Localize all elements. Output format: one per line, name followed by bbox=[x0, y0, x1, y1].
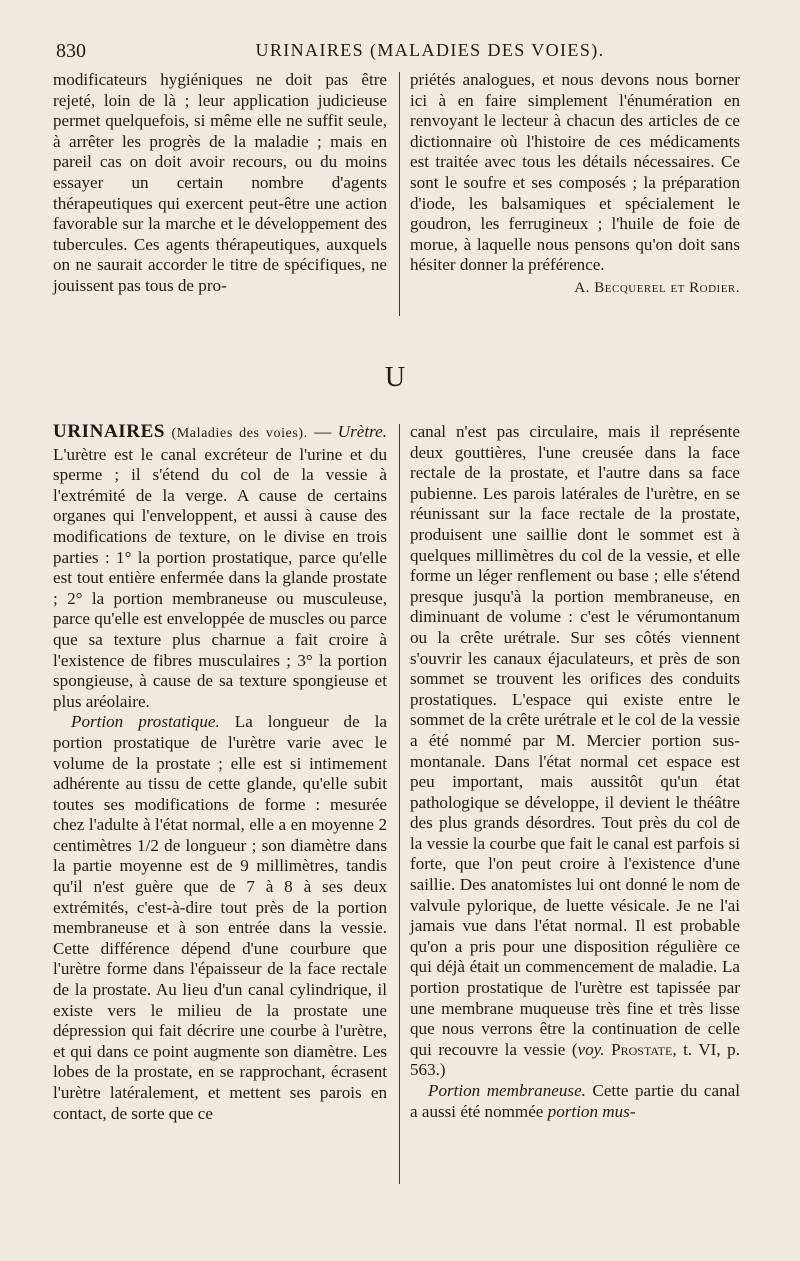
paragraph-text: canal n'est pas circulaire, mais il représente deux gouttières, l'une creusée dans la face rectale de la prostate, et l'autre dans sa face pubienne. Les parois latérales de l'urètre, en se réunissant sur la face rectale de la prostate, produisent une saillie dont le sommet est à quelques millimètres du col de la vessie, et elle forme un léger renflement ou base ; elle s'étend presque jusqu'à la portion membraneuse, en diminuant de volume : c'est le vérumontanum ou la crête urétrale. Sur ses côtés viennent s'ouvrir les canaux éjaculateurs, et près de son sommet se trouvent les orifices des conduits prostatiques. L'espace qui existe entre le sommet de la crête urétrale et le col de la vessie a été nommé par M. Mercier portion sus-montanale. Dans l'état normal cet espace est peu important, mais aussitôt qu'un état pathologique se développe, il devient le théâtre des plus grands désordres. Tout près du col de la vessie la courbe que fait le canal est parfois si forte, que l'on peut croire à l'existence d'une saillie. Des anatomistes lui ont donné le nom de valvule pylorique, de luette vésicale. Je ne l'ai jamais vue dans l'état normal. Il est probable qu'on a pris pour une disposition régulière ce qui déjà était un commencement de maladie. La portion prostatique de l'urètre est tapissée par une membrane muqueuse très fine et très lisse que nous verrons être la continuation de celle qui recouvre la vessie bbox=[410, 422, 740, 1059]
top-left-column bbox=[53, 70, 387, 297]
subhead-uretre: Urètre. bbox=[337, 422, 388, 441]
paragraph-continuation bbox=[410, 422, 740, 1081]
subhead-membraneuse: Portion membraneuse. bbox=[428, 1081, 586, 1100]
entry-dash: — bbox=[314, 422, 332, 441]
entry-headword: URINAIRES bbox=[53, 421, 166, 442]
column-rule-bottom bbox=[399, 424, 400, 1184]
paragraph-portion-membraneuse bbox=[410, 1081, 740, 1122]
author-signature: A. Becquerel et Rodier. bbox=[574, 279, 740, 296]
entry-qualifier: (Maladies des voies). bbox=[171, 426, 308, 441]
paragraph-text: La longueur de la portion prostatique de l'urètre varie avec le volume de la prostate ; elle est si intimement adhérente au tissu de cette glande, qu'elle subit toutes ses modifications de forme : mesurée chez l'adulte à l'état normal, elle a en moyenne 2 centimètres 1/2 de longueur ; son diamètre dans la partie moyenne est de 9 millimètres, tandis qu'il n'est guère que de 7 à 8 à ses deux extrémités, c'est-à-dire tout près de la portion membraneuse et à son entrée dans la vessie. Cette différence dépend d'une courbure que l'urètre forme dans l'épaisseur de la face rectale de la prostate. Au lieu d'un canal cylindrique, il existe vers le milieu de la prostate une dépression qui fait décrire une courbe à l'urètre, et qui dans ce point augmente son diamètre. Les lobes de la prostate, en se rapprochant, écrasent l'urètre latéralement, et mettent ses parois en contact, de sorte que ce bbox=[53, 712, 387, 1123]
continued-paragraph-end: priétés analogues, et nous devons nous borner ici à en faire simplement l'énumération en renvoyant le lecteur à chacun des articles de ce dictionnaire où l'histoire de ces médicaments est traitée avec tous les détails nécessaires. Ce sont le soufre et ses composés ; la préparation d'iode, les balsamiques et spécialement le goudron, les ferrugineux ; l'huile de foie de morue, à laquelle nous pensons qu'on doit sans hésiter donner la préférence. bbox=[410, 70, 740, 275]
running-title: URINAIRES (MALADIES DES VOIES). bbox=[255, 40, 605, 60]
entry-text: L'urètre est le canal excréteur de l'urine et du sperme ; il s'étend du col de la vessie à l'extrémité de la verge. A cause de certains organes qui l'enveloppent, et aussi à cause des modifications de texture, on le divise en trois parties : 1° la portion prostatique, parce qu'elle est tout entière enfermée dans la glande prostate ; 2° la portion membraneuse ou musculeuse, parce qu'elle est enveloppée de muscles ou parce que sa texture plus charnue a fait croire à l'existence de fibres musculaires ; 3° la portion spongieuse, à cause de sa texture spongieuse et plus aréolaire. bbox=[53, 444, 387, 711]
term-portion-musculeuse: portion mus- bbox=[547, 1101, 636, 1121]
top-right-column bbox=[410, 70, 740, 299]
column-rule-top bbox=[399, 72, 400, 316]
page-header bbox=[50, 40, 750, 68]
paragraph-text: Cette partie du canal a aussi été nommée bbox=[410, 1081, 740, 1121]
bottom-left-column bbox=[53, 422, 387, 1124]
continued-paragraph: modificateurs hygiéniques ne doit pas être rejeté, loin de là ; leur application judicieuse permet quelquefois, si même elle ne suffit seule, à arrêter les progrès de la maladie ; mais en pareil cas on doit avoir recours, ou du moins essayer un certain nombre d'agents thérapeutiques qui exercent peut-être une action favorable sur la marche et le développement des tubercules. Ces agents thérapeutiques, auxquels on ne saurait accorder le titre de spécifiques, ne jouissent pas tous de pro- bbox=[53, 70, 387, 295]
entry-paragraph-urethre bbox=[53, 422, 387, 712]
page-number: 830 bbox=[56, 40, 86, 62]
section-letter: U bbox=[384, 362, 406, 393]
bottom-right-column bbox=[410, 422, 740, 1122]
paragraph-portion-prostatique bbox=[53, 712, 387, 1124]
cross-reference: (voy. Prostate, t. VI, p. 563.) bbox=[410, 1039, 740, 1080]
subhead-prostatique: Portion prostatique. bbox=[71, 712, 220, 732]
